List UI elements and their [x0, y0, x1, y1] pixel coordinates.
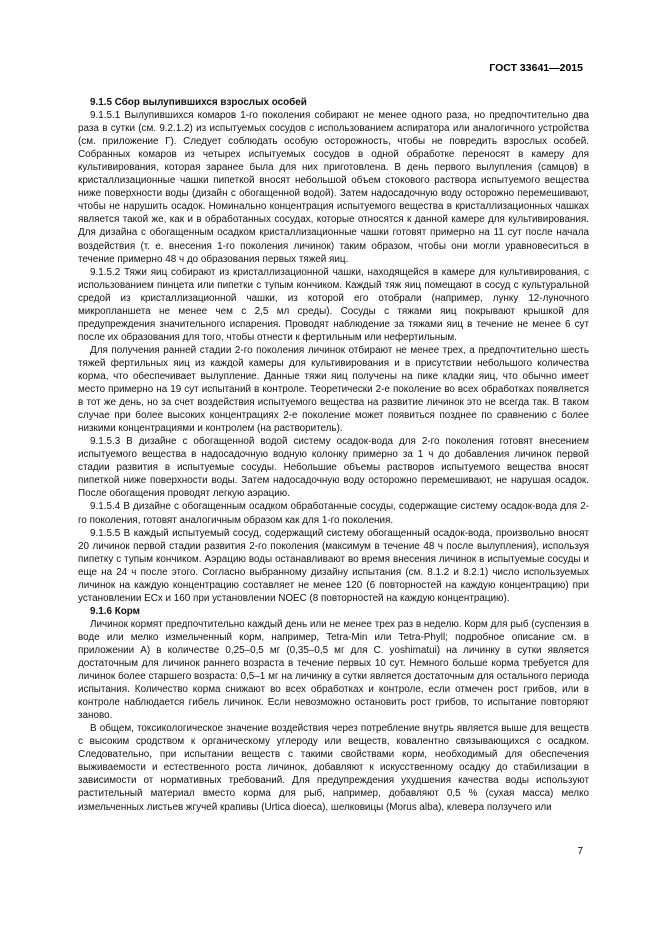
- paragraph: Для получения ранней стадии 2-го поколения личинок отбирают не менее трех, а предпочтительно шесть тяжей фертильных яиц из каждой камеры для культивирования и в присутствии небольшого количества корма, что обеспечивает вылупление. Данные тяжи яиц получены на пике кладки яиц, что обычно имеет место примерно на 19 сут испытаний в контроле. Теоретически 2-е поколение во всех обработках появляется в тот же день, но за счет воздействия испытуемого вещества на развитие личинок это не всегда так. В таком случае при более высоких концентрациях 2-е поколение может появиться позднее по сравнению с более низкими концентрациями и контролем (на растворитель).: [78, 344, 589, 435]
- paragraph: В общем, токсикологическое значение воздействия через потребление внутрь является выше для веществ с высоким сродством к органическому углероду или веществ, ковалентно связывающихся с осадком. Следовательно, при испытании веществ с такими свойствами корм, необходимый для обеспечения выживаемости и естественного роста личинок, добавляют к искусственному осадку до стабилизации в зависимости от нормативных требований. Для предупреждения ухудшения качества воды используют растительный материал вместо корма для рыб, например, добавляют 0,5 % (сухая масса) мелко измельченных листьев жгучей крапивы (Urtica dioeca), шелковицы (Morus alba), клевера ползучего или: [78, 723, 589, 813]
- section-heading: 9.1.6 Корм: [90, 605, 140, 617]
- paragraph: 9.1.5.2 Тяжи яиц собирают из кристаллизационной чашки, находящейся в камере для культивирования, с использованием пинцета или пипетки с тупым кончиком. Каждый тяж яиц помещают в сосуд с культуральной средой из кристаллизационной чашки, из которой его отобрали (например, лунку 12-луночного микропланшета не менее чем с 2,5 мл среды). Сосуды с тяжами яиц покрывают крышкой для предупреждения значительного испарения. Проводят наблюдение за тяжами яиц в течение не менее 6 сут после их образования для того, чтобы отнести к фертильным или нефертильным.: [78, 266, 589, 343]
- page-number: 7: [577, 846, 583, 857]
- section-heading: 9.1.5 Сбор вылупившихся взрослых особей: [90, 97, 307, 108]
- paragraph: 9.1.5.5 В каждый испытуемый сосуд, содержащий систему обогащенный осадок-вода, произвольно вносят 20 личинок первой стадии развития 2-го поколения (максимум в течение 48 ч после вылупления), используя пипетку с тупым кончиком. Аэрацию воды останавливают во время внесения личинок в испытуемые сосуды и еще на 24 ч после этого. Согласно выбранному дизайну испытания (см. 8.1.2 и 8.2.1) число используемых личинок на каждую концентрацию составляет не менее 120 (6 повторностей на каждую концентрацию) при установлении ECx и 160 при установлении NOEC (8 повторностей на каждую концентрацию).: [78, 527, 589, 604]
- paragraph: 9.1.5.4 В дизайне с обогащенным осадком обработанные сосуды, содержащие систему осадок-вода для 2-го поколения, готовят аналогичным образом как для 1-го поколения.: [78, 501, 589, 526]
- doc-code-header: ГОСТ 33641—2015: [489, 62, 583, 74]
- document-body: [78, 96, 589, 814]
- paragraph: 9.1.5.3 В дизайне с обогащенной водой систему осадок-вода для 2-го поколения готовят внесением испытуемого вещества в надосадочную водную колонку примерно за 1 ч до добавления личинок первой стадии развития в испытуемые сосуды. Небольшие объемы растворов испытуемого вещества вносят пипеткой ниже поверхности воды. Затем надосадочную воду осторожно перемешивают, не нарушая осадок. После обогащения проводят легкую аэрацию.: [78, 436, 589, 500]
- paragraph: 9.1.5.1 Вылупившихся комаров 1-го поколения собирают не менее одного раза, но предпочтительно два раза в сутки (см. 9.2.1.2) из испытуемых сосудов с использованием аспиратора или аналогичного устройства (см. приложение Г). Следует соблюдать особую осторожность, чтобы не повредить взрослых особей. Собранных комаров из четырех испытуемых сосудов в одной обработке переносят в камеру для культивирования, которая заранее была для них приготовлена. В день первого вылупления (самцов) в кристаллизационные чашки пипеткой вносят небольшой объем стокового раствора испытуемого вещества ниже поверхности воды (дизайн с обогащенной водой). Затем надосадочную воду осторожно перемешивают, чтобы не нарушить осадок. Номинально концентрация испытуемого вещества в кристаллизационных чашках является такой же, как и в обработанных сосудах, которые относятся к данной камере для культивирования. Для дизайна с обогащенным осадком кристаллизационные чашки готовят примерно на 11 сут после начала воздействия (т. е. внесения 1-го поколения личинок) таким образом, чтобы они могли уравновеситься в течение примерно 48 ч до образования первых тяжей яиц.: [78, 110, 589, 265]
- paragraph: Личинок кормят предпочтительно каждый день или не менее трех раз в неделю. Корм для рыб (суспензия в воде или мелко измельченный корм, например, Tetra-Min или Tetra-Phyll; подробное описание см. в приложении А) в количестве 0,25–0,5 мг (0,35–0,5 мг для C. yoshimatui) на личинку в сутки является достаточным для личинок раннего возраста в течение первых 10 сут. Немного больше корма требуется для личинок более старшего возраста: 0,5–1 мг на личинку в сутки является достаточным для остального периода испытания. Количество корма снижают во всех обработках и контроле, если отмечен рост грибов, или в контроле наблюдается гибель личинок. Если невозможно остановить рост грибов, то испытание повторяют заново.: [78, 618, 589, 722]
